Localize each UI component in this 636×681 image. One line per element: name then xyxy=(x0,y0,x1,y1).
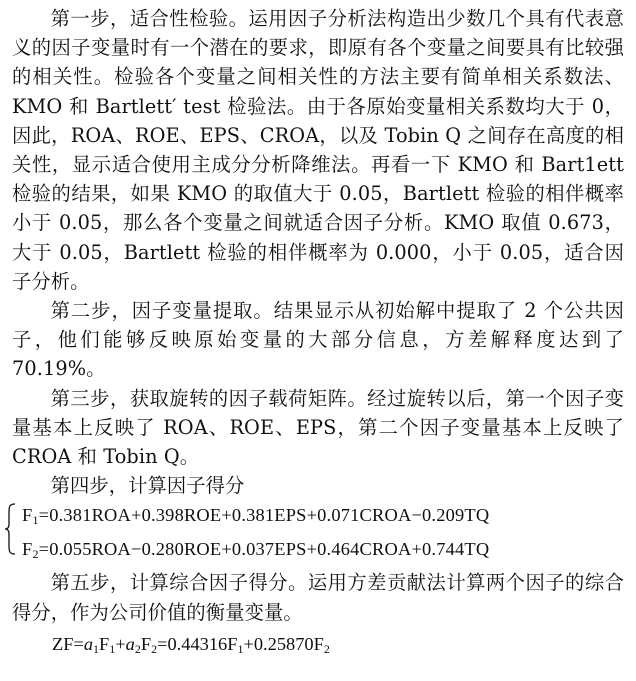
paragraph-step4: 第四步，计算因子得分 xyxy=(50,474,245,498)
paragraph-step2: 第二步，因子变量提取。结果显示从初始解中提取了 2 个公共因子，他们能够反映原始变量的大部分信息，方差解释度达到了 70.19%。 xyxy=(12,299,624,381)
left-brace-icon xyxy=(4,503,16,555)
paragraph-step5: 第五步，计算综合因子得分。运用方差贡献法计算两个因子的综合得分，作为公司价值的衡量变量。 xyxy=(12,571,624,624)
formula-f2 xyxy=(22,535,624,569)
formula-f1-rhs: =0.381ROA+0.398ROE+0.381EPS+0.071CROA−0.209TQ xyxy=(38,505,490,526)
zf-a2-sub: 2 xyxy=(134,641,141,656)
zf-a1: a xyxy=(83,633,94,654)
paragraph-step3: 第三步，获取旋转的因子载荷矩阵。经过旋转以后，第一个因子变量基本上反映了 ROA、ROE、EPS，第二个因子变量基本上反映了 CROA 和 Tobin Q。 xyxy=(12,386,624,469)
zf-F1: F xyxy=(99,633,110,654)
composite-score-formula xyxy=(12,629,624,664)
formula-f1-sub: 1 xyxy=(32,513,39,528)
zf-plus2: +0.25870F xyxy=(243,633,324,654)
formula-f1 xyxy=(22,501,624,535)
formula-f1-lhs: F xyxy=(22,505,33,526)
zf-v1-sub: 1 xyxy=(237,641,244,656)
zf-F1-sub: 1 xyxy=(109,641,116,656)
zf-plus: + xyxy=(115,633,126,654)
zf-v2-sub: 2 xyxy=(323,641,330,656)
formula-f2-rhs: =0.055ROA−0.280ROE+0.037EPS+0.464CROA+0.744TQ xyxy=(38,538,490,559)
formula-f2-sub: 2 xyxy=(32,546,39,561)
zf-F2: F xyxy=(140,633,152,654)
paragraph-step1: 第一步，适合性检验。运用因子分析法构造出少数几个具有代表意义的因子变量时有一个潜在的要求，即原有各个变量之间要具有比较强的相关性。检验各个变量之间相关性的方法主要有简单相关系数法、KMO 和 Bartlett′ test 检验法。由于各原始变量相关系数均大于 0，因此，ROA、ROE、EPS、CROA，以及 Tobin Q 之间存在高度的相关性，显示适合使用主成分分析降维法。再看一下 KMO 和 Bart1ett 检验的结果，如果 KMO 的取值大于 0.05，Bartlett 检验的相伴概率小于 0.05，那么各个变量之间就适合因子分析。KMO 取值 0.673，大于 0.05，Bartlett 检验的相伴概率为 0.000，小于 0.05，适合因子分析。 xyxy=(12,7,624,293)
zf-a1-sub: 1 xyxy=(93,641,100,656)
document-body xyxy=(12,4,624,664)
formula-f2-lhs: F xyxy=(22,538,33,559)
factor-score-equations xyxy=(12,501,624,568)
zf-lhs: ZF= xyxy=(52,633,84,654)
zf-eq-value: =0.44316F xyxy=(157,633,238,654)
zf-a2: a xyxy=(125,633,135,654)
zf-F2-sub: 2 xyxy=(151,641,158,656)
